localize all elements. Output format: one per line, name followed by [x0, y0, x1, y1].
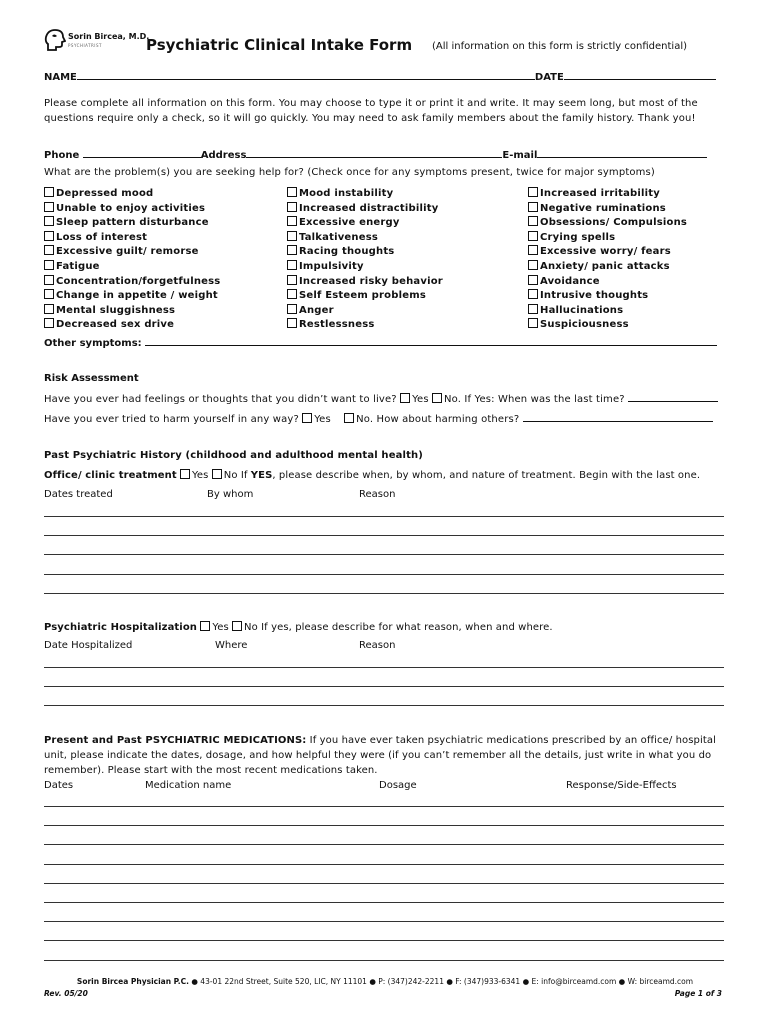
medication-entry-line[interactable] [44, 844, 724, 845]
symptom-item[interactable] [528, 245, 671, 257]
footer [0, 977, 770, 986]
symptom-label: Self Esteem problems [299, 290, 426, 302]
address-label: Address [200, 150, 247, 161]
col-reason: Reason [359, 489, 396, 500]
symptom-item[interactable] [528, 187, 660, 199]
symptom-item[interactable] [528, 275, 600, 287]
head-profile-icon [44, 28, 66, 52]
phone-field[interactable] [83, 148, 201, 158]
risk-q1-yes-checkbox[interactable] [400, 393, 410, 403]
office-treatment-label: Office/ clinic treatment [44, 470, 177, 481]
symptom-label: Obsessions/ Compulsions [540, 217, 688, 229]
symptom-label: Avoidance [540, 275, 600, 287]
symptom-checkbox[interactable] [44, 187, 54, 197]
history-heading: Past Psychiatric History (childhood and adulthood mental health) [44, 450, 424, 461]
hospitalization-entry-line[interactable] [44, 686, 724, 687]
history-entry-line[interactable] [44, 593, 724, 594]
symptom-checkbox[interactable] [528, 260, 538, 270]
risk-heading: Risk Assessment [44, 373, 139, 384]
symptom-label: Unable to enjoy activities [56, 202, 206, 214]
col-by-whom: By whom [207, 489, 254, 500]
other-symptoms-label: Other symptoms: [44, 338, 142, 349]
symptom-checkbox[interactable] [528, 216, 538, 226]
symptom-item[interactable] [44, 245, 199, 257]
medication-entry-line[interactable] [44, 940, 724, 941]
risk-q2: Have you ever tried to harm yourself in any way? [44, 414, 299, 425]
symptom-checkbox[interactable] [528, 231, 538, 241]
office-yes-checkbox[interactable] [180, 469, 190, 479]
office-instructions: , please describe when, by whom, and nature of treatment. Begin with the last one. [272, 470, 701, 481]
symptom-label: Anger [299, 304, 334, 316]
date-field[interactable] [564, 70, 716, 80]
risk-q2-row [44, 412, 713, 425]
medication-entry-line[interactable] [44, 902, 724, 903]
medication-entry-line[interactable] [44, 806, 724, 807]
other-symptoms-field[interactable] [145, 336, 717, 346]
symptom-checkbox[interactable] [287, 245, 297, 255]
col-response: Response/Side-Effects [566, 780, 677, 791]
symptom-item[interactable] [287, 187, 393, 199]
footer-contact: ● 43-01 22nd Street, Suite 520, LIC, NY 11101 ● P: (347)242-2211 ● F: (347)933-6341 ● E: info@birceamd.com ● W: birceamd.com [189, 977, 694, 986]
symptom-label: Suspiciousness [540, 319, 629, 331]
symptom-checkbox[interactable] [287, 231, 297, 241]
symptom-checkbox[interactable] [44, 231, 54, 241]
symptom-label: Anxiety/ panic attacks [540, 261, 670, 272]
col-dates-treated: Dates treated [44, 489, 113, 500]
symptom-checkbox[interactable] [44, 289, 54, 299]
problems-question: What are the problem(s) you are seeking help for? (Check once for any symptoms present, twice for major symptoms) [44, 167, 655, 178]
col-dosage: Dosage [379, 780, 417, 791]
symptom-item[interactable] [287, 231, 378, 243]
symptom-label: Loss of interest [56, 231, 148, 243]
symptom-checkbox[interactable] [44, 260, 54, 270]
medication-entry-line[interactable] [44, 921, 724, 922]
history-entry-line[interactable] [44, 535, 724, 536]
symptom-item[interactable] [287, 289, 426, 301]
risk-q1-yes-label: Yes [412, 394, 429, 405]
risk-q2-yes-label: Yes [314, 414, 331, 425]
symptom-label: Negative ruminations [540, 202, 666, 214]
hospitalization-label: Psychiatric Hospitalization [44, 622, 198, 633]
risk-q2-no-label: No. How about harming others? [356, 414, 520, 425]
hosp-yes-checkbox[interactable] [200, 621, 210, 631]
symptom-checkbox[interactable] [287, 187, 297, 197]
symptom-item[interactable] [44, 289, 218, 301]
email-field[interactable] [537, 148, 707, 158]
symptom-checkbox[interactable] [287, 304, 297, 314]
symptom-label: Excessive worry/ fears [540, 246, 671, 258]
hospitalization-row [44, 621, 553, 633]
intro-text: Please complete all information on this form. You may choose to type it or print it and write. It may seem long, but most of the questions require only a check, so it will go quickly. You may need to ask family members about the family history. Thank you! [44, 98, 698, 124]
symptom-checkbox[interactable] [287, 289, 297, 299]
other-symptoms-row [44, 336, 717, 349]
logo-name: Sorin Bircea, M.D. [68, 32, 150, 41]
symptom-item[interactable] [528, 216, 687, 228]
symptom-label: Intrusive thoughts [540, 290, 649, 302]
symptom-label: Excessive energy [299, 217, 400, 229]
col-medication-name: Medication name [145, 780, 232, 791]
symptom-item[interactable] [287, 318, 375, 330]
office-no-label: No If [223, 470, 248, 481]
office-yes-bold: YES [250, 470, 273, 481]
page-title: Psychiatric Clinical Intake Form [146, 36, 413, 54]
symptom-item[interactable] [44, 231, 147, 243]
symptom-item[interactable] [44, 318, 174, 330]
risk-q2-yes-checkbox[interactable] [302, 413, 312, 423]
symptom-item[interactable] [44, 216, 209, 228]
symptom-checkbox[interactable] [528, 304, 538, 314]
logo-subtitle: PSYCHIATRIST [68, 43, 102, 48]
medication-entry-line[interactable] [44, 864, 724, 865]
symptom-label: Restlessness [299, 319, 375, 331]
col-med-dates: Dates [44, 780, 74, 791]
symptom-checkbox[interactable] [528, 202, 538, 212]
history-entry-line[interactable] [44, 516, 724, 517]
symptom-checkbox[interactable] [528, 275, 538, 285]
revision: Rev. 05/20 [44, 989, 88, 998]
symptom-item[interactable] [44, 202, 205, 214]
medications-heading: Present and Past PSYCHIATRIC MEDICATIONS: [44, 735, 307, 746]
symptom-checkbox[interactable] [287, 202, 297, 212]
risk-q2-no-checkbox[interactable] [344, 413, 354, 423]
medication-entry-line[interactable] [44, 960, 724, 961]
symptom-item[interactable] [528, 318, 629, 330]
medications-intro [44, 733, 724, 778]
symptom-checkbox[interactable] [44, 304, 54, 314]
office-no-checkbox[interactable] [212, 469, 222, 479]
risk-q1-field[interactable] [628, 392, 718, 402]
symptom-item[interactable] [528, 289, 648, 301]
hosp-no-checkbox[interactable] [232, 621, 242, 631]
symptom-label: Racing thoughts [299, 246, 395, 258]
date-label: DATE [534, 72, 564, 83]
symptom-item[interactable] [44, 304, 175, 316]
symptom-checkbox[interactable] [528, 289, 538, 299]
symptom-checkbox[interactable] [44, 318, 54, 328]
risk-q1-row [44, 392, 718, 405]
name-field[interactable] [77, 70, 535, 80]
symptom-checkbox[interactable] [287, 318, 297, 328]
symptom-label: Decreased sex drive [56, 319, 175, 331]
symptom-item[interactable] [44, 260, 100, 272]
hospitalization-entry-line[interactable] [44, 667, 724, 668]
history-entry-line[interactable] [44, 574, 724, 575]
medication-entry-line[interactable] [44, 883, 724, 884]
address-field[interactable] [246, 148, 502, 158]
office-treatment-row [44, 469, 700, 481]
symptom-item[interactable] [528, 304, 623, 316]
symptom-label: Impulsivity [299, 261, 364, 272]
risk-q1-no-label: No. If Yes: When was the last time? [444, 394, 625, 405]
symptom-item[interactable] [44, 187, 153, 199]
col-date-hospitalized: Date Hospitalized [44, 640, 133, 651]
symptom-item[interactable] [287, 275, 443, 287]
confidential-note: (All information on this form is strictly confidential) [432, 41, 688, 52]
symptom-item[interactable] [44, 275, 220, 287]
symptom-label: Increased distractibility [299, 202, 439, 214]
symptom-label: Concentration/forgetfulness [56, 275, 221, 287]
symptom-label: Increased irritability [540, 188, 660, 199]
symptom-item[interactable] [287, 202, 438, 214]
risk-q2-field[interactable] [523, 412, 713, 422]
symptom-item[interactable] [528, 231, 615, 243]
risk-q1: Have you ever had feelings or thoughts that you didn’t want to live? [44, 394, 397, 405]
symptom-label: Excessive guilt/ remorse [56, 246, 199, 258]
risk-q1-no-checkbox[interactable] [432, 393, 442, 403]
symptom-checkbox[interactable] [528, 245, 538, 255]
symptom-label: Talkativeness [299, 231, 379, 243]
symptom-checkbox[interactable] [44, 275, 54, 285]
symptom-checkbox[interactable] [287, 216, 297, 226]
symptom-label: Depressed mood [56, 188, 154, 199]
symptom-checkbox[interactable] [287, 260, 297, 270]
symptom-checkbox[interactable] [44, 216, 54, 226]
symptom-label: Crying spells [540, 231, 616, 243]
page-number: Page 1 of 3 [674, 989, 722, 998]
symptom-item[interactable] [287, 260, 364, 272]
symptom-item[interactable] [528, 202, 666, 214]
logo [44, 28, 150, 56]
symptom-checkbox[interactable] [528, 318, 538, 328]
symptom-item[interactable] [287, 245, 394, 257]
footer-company: Sorin Bircea Physician P.C. [76, 977, 189, 986]
col-hosp-reason: Reason [359, 640, 396, 651]
symptom-checkbox[interactable] [44, 202, 54, 212]
symptom-item[interactable] [287, 216, 400, 228]
office-yes-label: Yes [192, 470, 209, 481]
phone-label: Phone [44, 150, 80, 161]
symptom-checkbox[interactable] [44, 245, 54, 255]
symptom-checkbox[interactable] [528, 187, 538, 197]
symptom-label: Increased risky behavior [299, 275, 443, 287]
medication-entry-line[interactable] [44, 825, 724, 826]
symptom-label: Fatigue [56, 261, 100, 272]
hospitalization-entry-line[interactable] [44, 705, 724, 706]
col-where: Where [215, 640, 248, 651]
symptom-label: Mood instability [299, 188, 394, 199]
symptom-item[interactable] [287, 304, 334, 316]
name-date-row [44, 70, 716, 83]
history-entry-line[interactable] [44, 554, 724, 555]
symptom-item[interactable] [528, 260, 670, 272]
symptom-label: Change in appetite / weight [56, 290, 218, 302]
symptom-checkbox[interactable] [287, 275, 297, 285]
hosp-no-label: No If yes, please describe for what reason, when and where. [244, 622, 553, 633]
email-label: E-mail [502, 150, 538, 161]
symptom-label: Sleep pattern disturbance [56, 217, 209, 229]
contact-row [44, 148, 707, 161]
symptom-label: Mental sluggishness [56, 304, 176, 316]
hosp-yes-label: Yes [212, 622, 229, 633]
medications-instructions: If you have ever taken psychiatric medications prescribed by an office/ hospital unit, please indicate the dates, dosage, and how helpful they were (if you can’t remember all the details, just write in what you do remember). Please start with the most recent medications taken. [44, 735, 717, 776]
symptom-label: Hallucinations [540, 304, 624, 316]
name-label: NAME [44, 72, 77, 83]
